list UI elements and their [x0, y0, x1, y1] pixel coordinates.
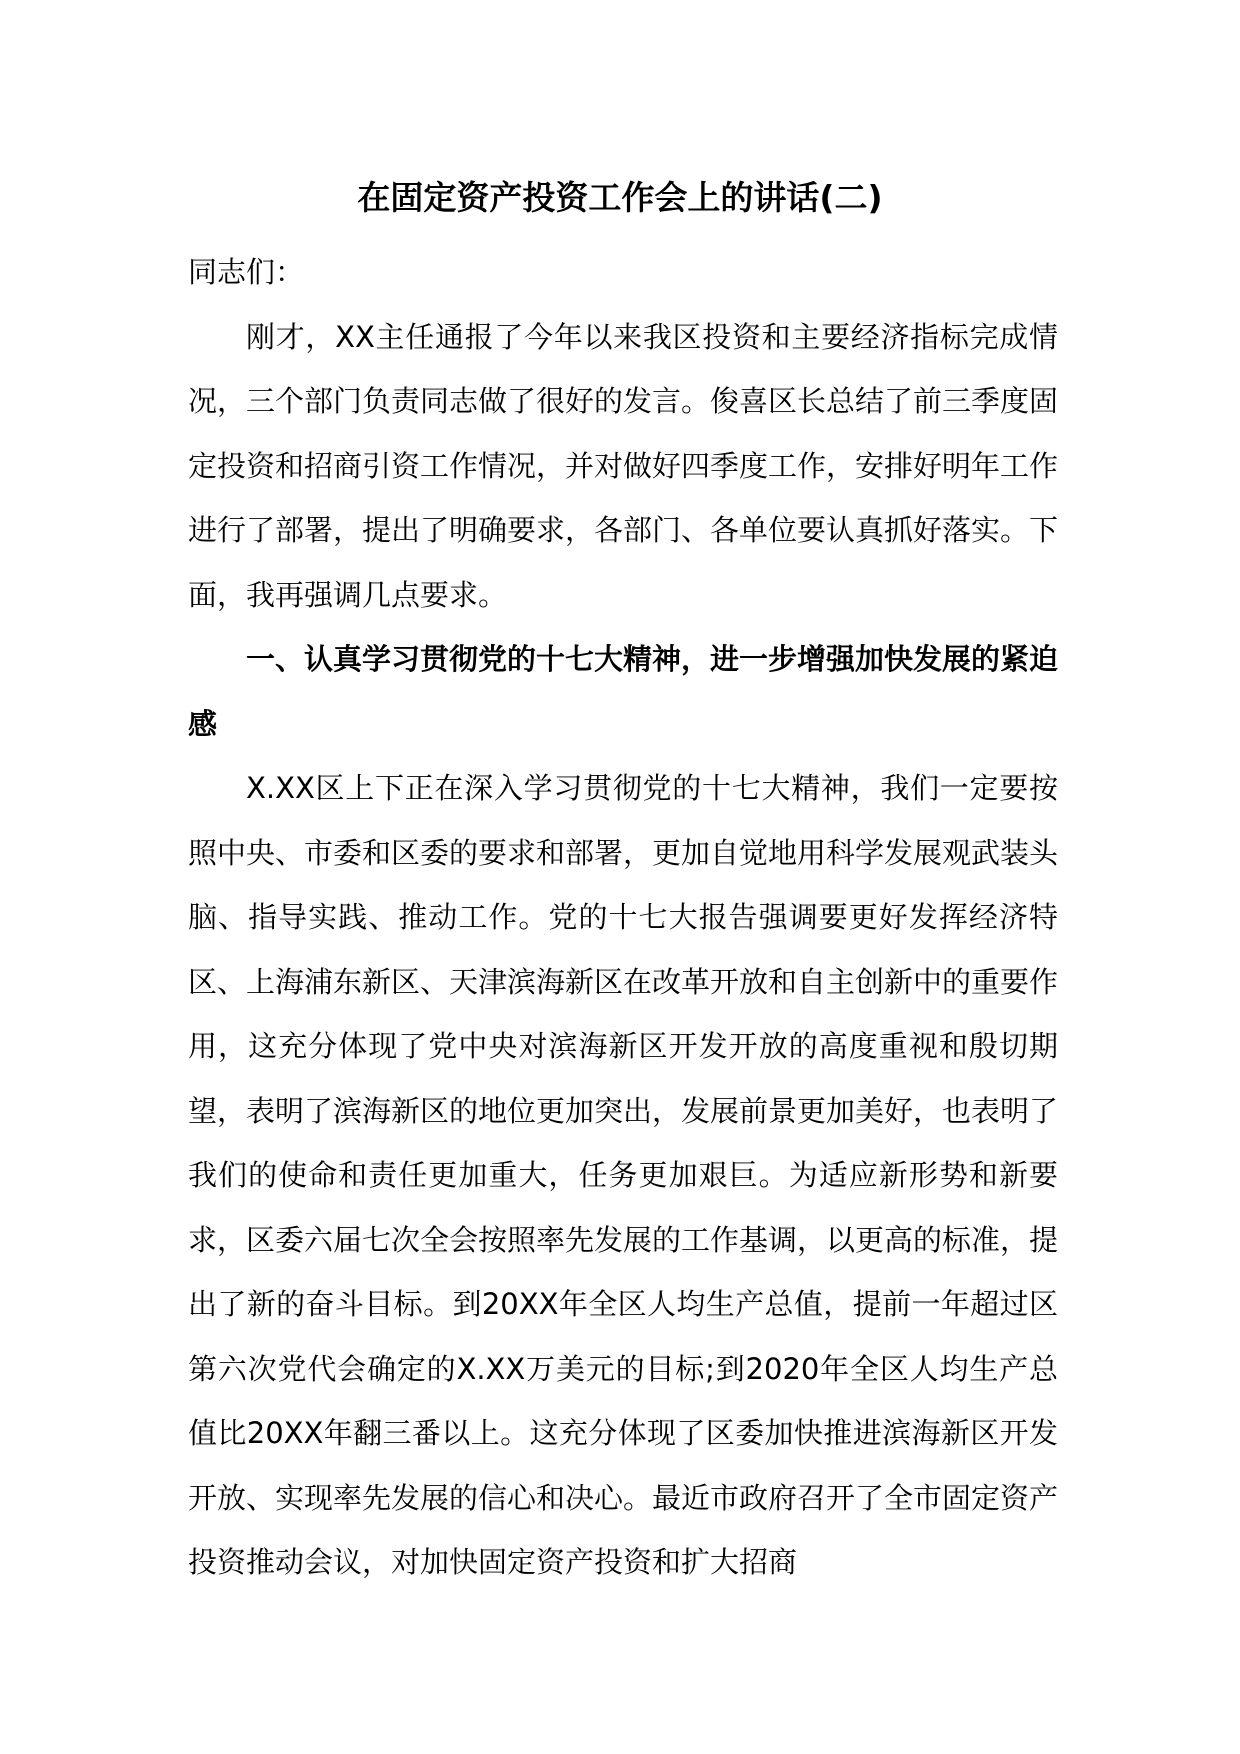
- paragraph-opening: 刚才，XX主任通报了今年以来我区投资和主要经济指标完成情况，三个部门负责同志做了很好的发言。俊喜区长总结了前三季度固定投资和招商引资工作情况，并对做好四季度工作，安排好明年工作进行了部署，提出了明确要求，各部门、各单位要认真抓好落实。下面，我再强调几点要求。: [188, 319, 1059, 612]
- document-body: [188, 240, 1058, 1595]
- section-heading: 一、认真学习贯彻党的十七大精神，进一步增强加快发展的紧迫感: [188, 642, 1059, 741]
- document-title: 在固定资产投资工作会上的讲话(二): [357, 178, 883, 217]
- salutation: 同志们：: [188, 255, 305, 289]
- paragraph-section-1: X.XX区上下正在深入学习贯彻党的十七大精神，我们一定要按照中央、市委和区委的要求和部署，更加自觉地用科学发展观武装头脑、指导实践、推动工作。党的十七大报告强调要更好发挥经济特区、上海浦东新区、天津滨海新区在改革开放和自主创新中的重要作用，这充分体现了党中央对滨海新区开发开放的高度重视和殷切期望，表明了滨海新区的地位更加突出，发展前景更加美好，也表明了我们的使命和责任更加重大，任务更加艰巨。为适应新形势和新要求，区委六届七次全会按照率先发展的工作基调，以更高的标准，提出了新的奋斗目标。到20XX年全区人均生产总值，提前一年超过区第六次党代会确定的X.XX万美元的目标;到2020年全区人均生产总值比20XX年翻三番以上。这充分体现了区委加快推进滨海新区开发开放、实现率先发展的信心和决心。最近市政府召开了全市固定资产投资推动会议，对加快固定资产投资和扩大招商: [188, 771, 1059, 1579]
